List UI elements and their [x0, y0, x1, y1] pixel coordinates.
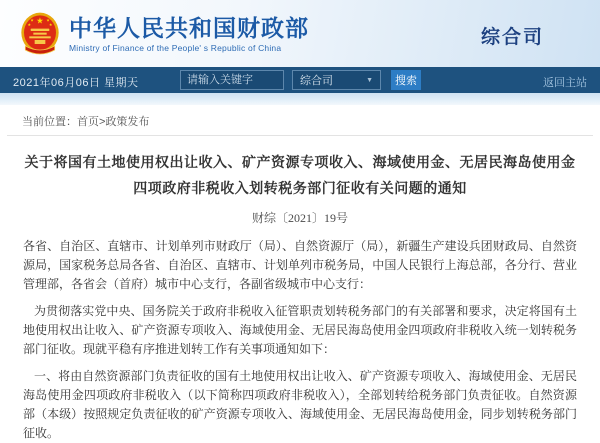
search-input[interactable] [180, 70, 284, 90]
site-header [0, 0, 600, 67]
department-title: 综合司 [480, 27, 544, 48]
svg-text:★: ★ [48, 21, 53, 27]
date-display: 2021年06月06日 星期天 [13, 77, 139, 89]
national-emblem-icon [20, 11, 60, 57]
article-title [23, 149, 577, 201]
breadcrumb [7, 105, 593, 136]
svg-text:★: ★ [36, 14, 44, 25]
chevron-down-icon: ▼ [366, 76, 373, 84]
article-title-line2: 四项政府非税收入划转税务部门征收有关问题的通知 [133, 180, 467, 196]
breadcrumb-home-link[interactable]: 首页 [77, 116, 99, 128]
article-body [23, 237, 577, 443]
site-brand [69, 15, 309, 53]
svg-text:★: ★ [30, 16, 34, 22]
article-title-line1: 关于将国有土地使用权出让收入、矿产资源专项收入、海域使用金、无居民海岛使用金 [24, 154, 576, 170]
site-subtitle: Ministry of Finance of the People' s Republic of China [69, 42, 282, 53]
search-button[interactable]: 搜索 [391, 70, 421, 90]
article-content [0, 149, 600, 443]
nav-bar [0, 67, 600, 93]
back-to-main-site-link[interactable]: 返回主站 [543, 77, 587, 89]
header-decoration-strip [0, 93, 600, 105]
document-number: 财综〔2021〕19号 [251, 211, 348, 225]
search-scope-value: 综合司 [300, 75, 333, 87]
breadcrumb-label: 当前位置： [22, 116, 77, 128]
breadcrumb-section-link[interactable]: 政策发布 [105, 116, 150, 128]
paragraph-addressees: 各省、自治区、直辖市、计划单列市财政厅（局）、自然资源厅（局），新疆生产建设兵团财政局、自然资源局，国家税务总局各省、自治区、直辖市、计划单列市税务局，中国人民银行上海总部，各分行、营业管理部，各省会（首府）城市中心支行，各副省级城市中心支行： [23, 239, 577, 291]
svg-text:★: ★ [27, 21, 32, 27]
svg-text:★: ★ [46, 16, 50, 22]
paragraph-item-1: 一、将由自然资源部门负责征收的国有土地使用权出让收入、矿产资源专项收入、海域使用金、无居民海岛使用金四项政府非税收入（以下简称四项政府非税收入），全部划转给税务部门负责征收。自然资源部（本级）按照规定负责征收的矿产资源专项收入、海域使用金、无居民海岛使用金，同步划转税务部门征收。 [23, 369, 577, 440]
paragraph-preamble: 为贯彻落实党中央、国务院关于政府非税收入征管职责划转税务部门的有关部署和要求，决定将国有土地使用权出让收入、矿产资源专项收入、海域使用金、无居民海岛使用金四项政府非税收入统一划转税务部门征收。现就平稳有序推进划转工作有关事项通知如下： [23, 304, 577, 356]
site-title: 中华人民共和国财政部 [69, 14, 309, 41]
breadcrumb-separator: > [99, 116, 106, 128]
search-scope-select[interactable] [292, 70, 381, 90]
